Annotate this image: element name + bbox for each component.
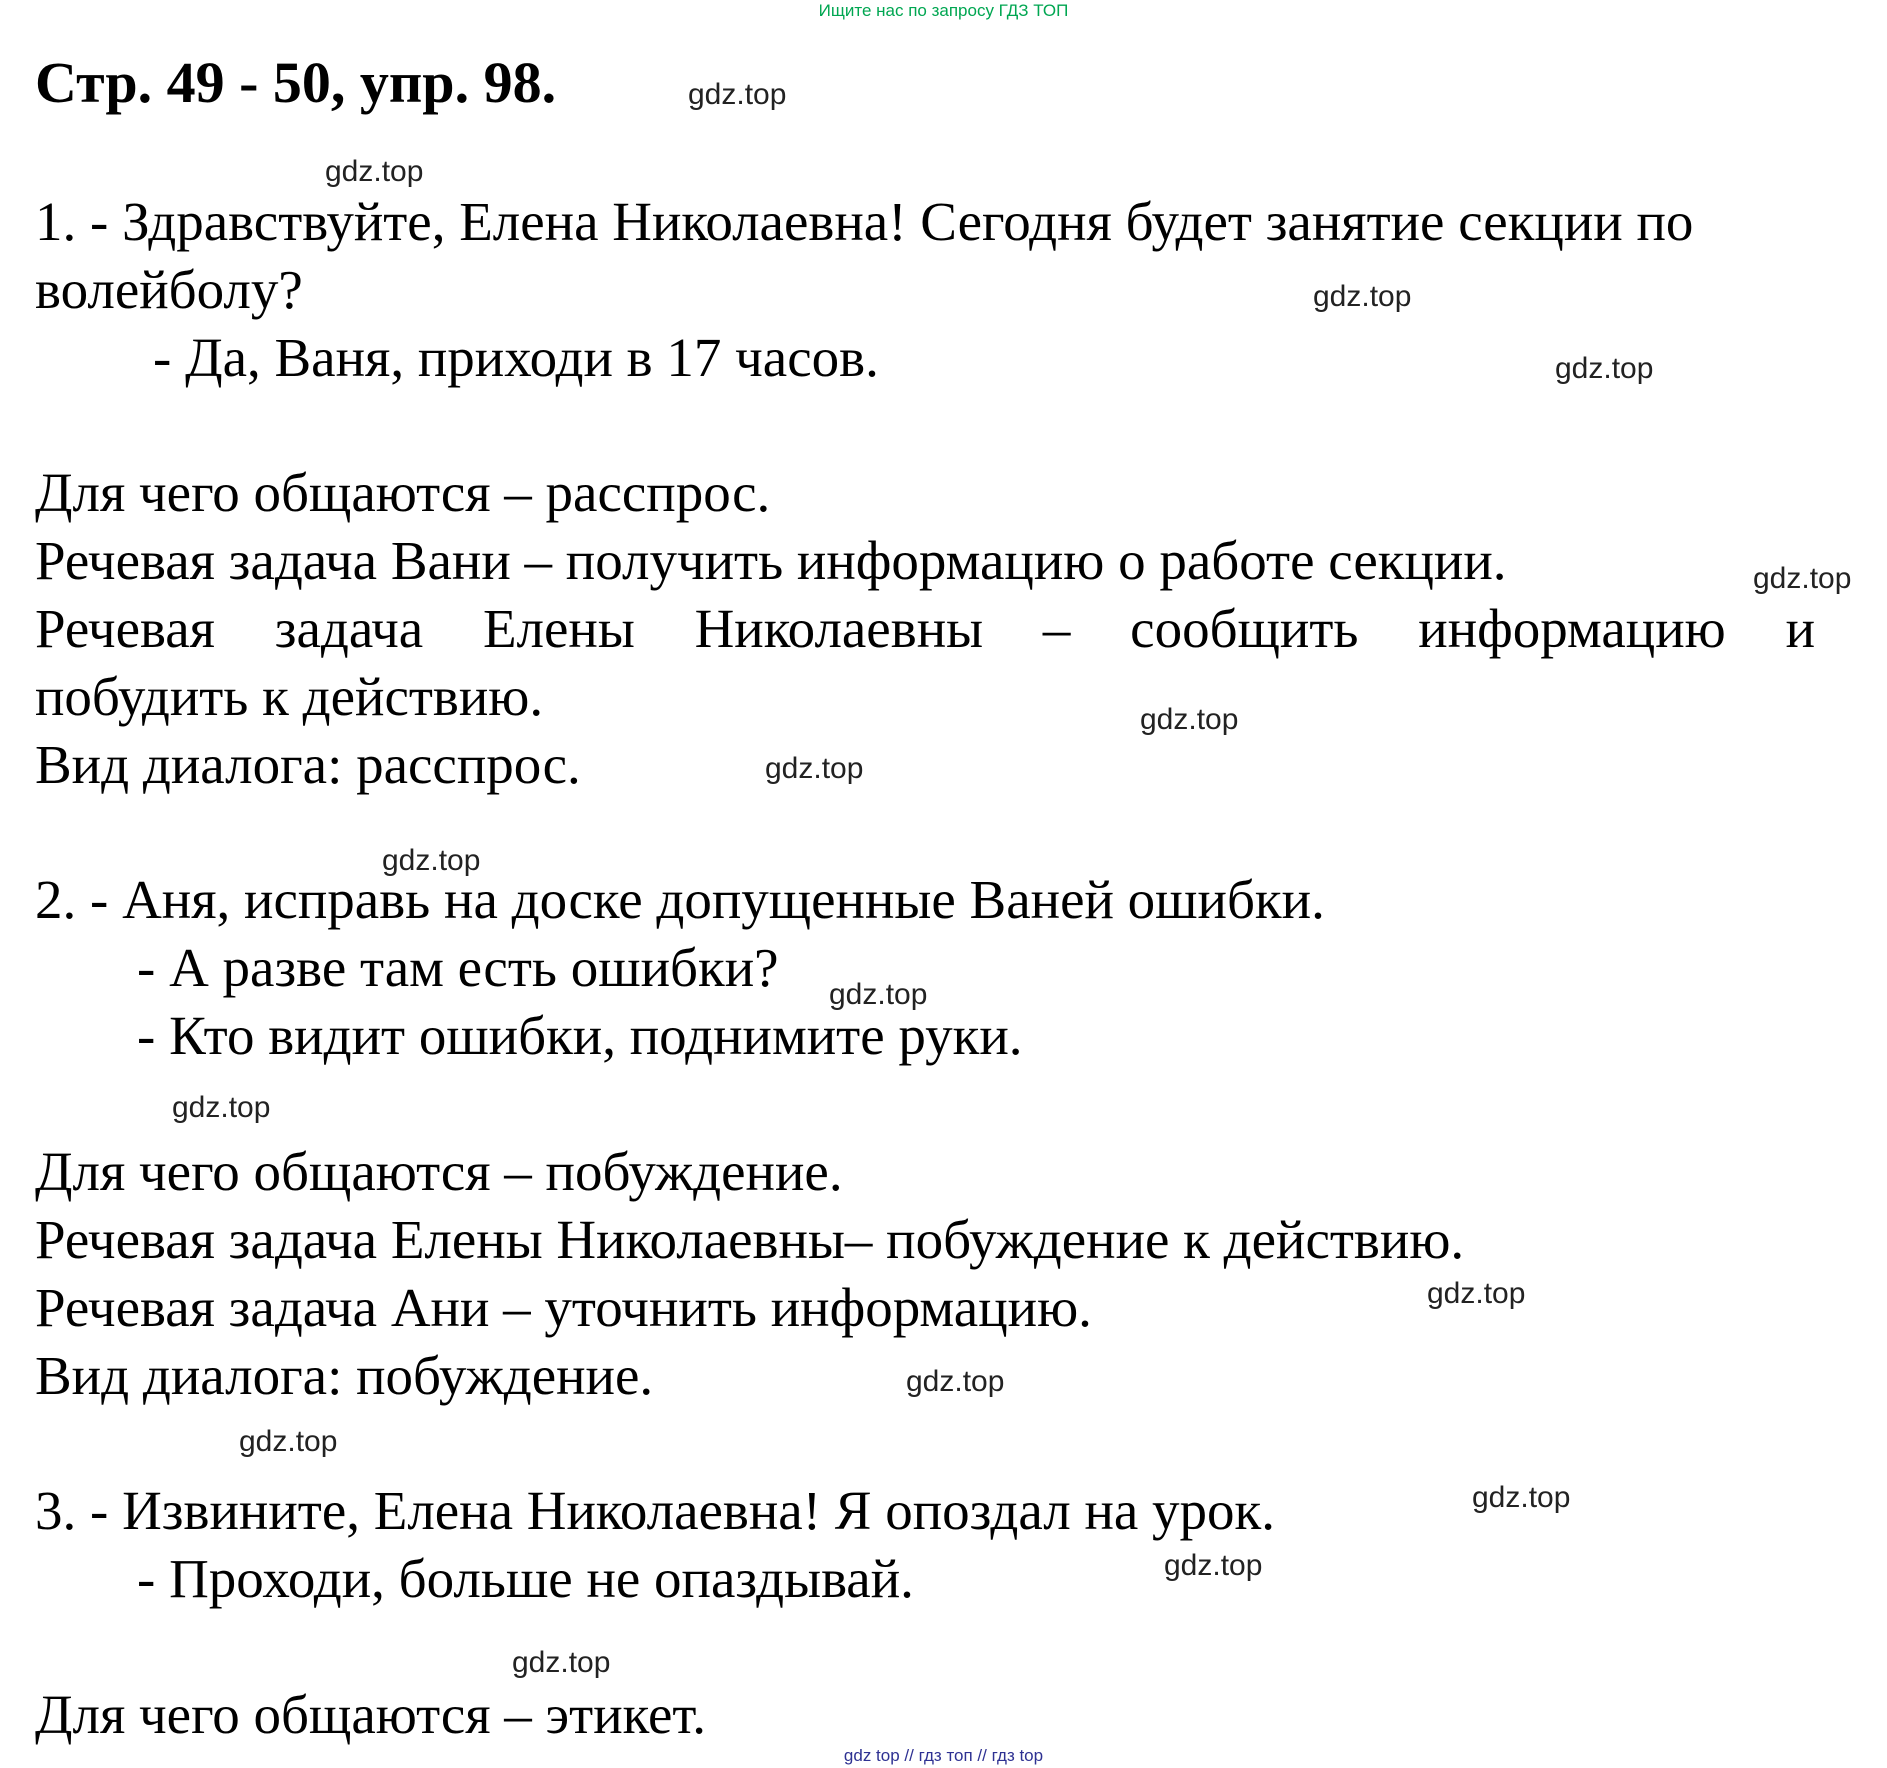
analysis-2-task-anya: Речевая задача Ани – уточнить информацию. (35, 1277, 1092, 1338)
watermark: gdz.top (382, 844, 481, 877)
dialog-2-line-1: 2. - Аня, исправь на доске допущенные Ваней ошибки. (35, 869, 1325, 930)
dialog-3-reply: - Проходи, больше не опаздывай. (137, 1548, 914, 1609)
analysis-1-dialog-type: Вид диалога: расспрос. (35, 734, 581, 795)
watermark: gdz.top (765, 752, 864, 785)
watermark: gdz.top (1753, 562, 1852, 595)
dialog-1-line-2: волейболу? (35, 259, 303, 320)
watermark: gdz.top (172, 1091, 271, 1124)
analysis-1-purpose: Для чего общаются – расспрос. (35, 462, 771, 523)
dialog-2-reply-2: - Кто видит ошибки, поднимите руки. (137, 1005, 1023, 1066)
dialog-1-reply: - Да, Ваня, приходи в 17 часов. (153, 327, 879, 388)
watermark: gdz.top (688, 78, 787, 111)
watermark: gdz.top (1555, 352, 1654, 385)
dialog-2-reply-1: - А разве там есть ошибки? (137, 937, 779, 998)
footer-watermark: gdz top // гдз топ // гдз top (843, 1746, 1044, 1765)
watermark: gdz.top (1472, 1481, 1571, 1514)
analysis-1-task-elena: Речевая задача Елены Николаевны – сообщить информацию и (35, 598, 1815, 659)
analysis-1-task-vanya: Речевая задача Вани – получить информацию о работе секции. (35, 530, 1507, 591)
watermark: gdz.top (325, 155, 424, 188)
page-title: Стр. 49 - 50, упр. 98. (35, 50, 557, 115)
watermark: gdz.top (906, 1365, 1005, 1398)
analysis-2-task-elena: Речевая задача Елены Николаевны– побуждение к действию. (35, 1209, 1465, 1270)
watermark: gdz.top (512, 1646, 611, 1679)
watermark: gdz.top (1164, 1549, 1263, 1582)
analysis-1-task-elena-cont: побудить к действию. (35, 666, 544, 727)
analysis-3-purpose: Для чего общаются – этикет. (35, 1684, 707, 1745)
analysis-2-dialog-type: Вид диалога: побуждение. (35, 1345, 654, 1406)
watermark: gdz.top (1313, 280, 1412, 313)
top-banner: Ищите нас по запросу ГДЗ ТОП (818, 1, 1069, 20)
watermark: gdz.top (1140, 703, 1239, 736)
watermark: gdz.top (829, 978, 928, 1011)
dialog-1-line-1: 1. - Здравствуйте, Елена Николаевна! Сегодня будет занятие секции по (35, 191, 1694, 252)
watermark: gdz.top (239, 1425, 338, 1458)
watermark: gdz.top (1427, 1277, 1526, 1310)
analysis-2-purpose: Для чего общаются – побуждение. (35, 1141, 843, 1202)
dialog-3-line-1: 3. - Извините, Елена Николаевна! Я опоздал на урок. (35, 1480, 1276, 1541)
